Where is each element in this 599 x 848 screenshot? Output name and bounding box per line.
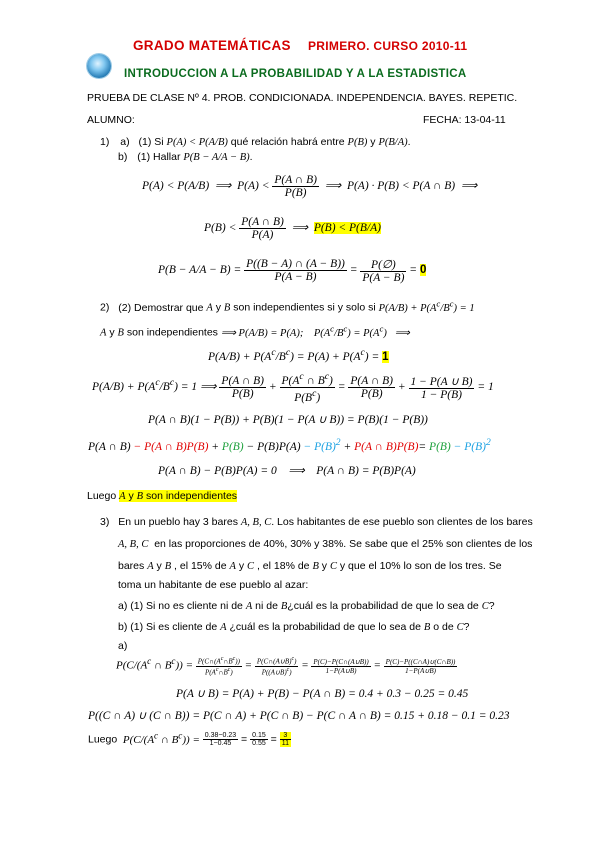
q1-answer: P(B) < P(B/A) bbox=[313, 222, 381, 235]
university-logo-icon bbox=[87, 54, 111, 78]
q1-derivation-1: P(A) < P(A/B) ⟹ P(A) < $\frac{P(A \cap B)}{P(B)}$ ⟹ P(A) · P(B) < P(A ∩ B) ⟹ bbox=[142, 174, 478, 199]
q2-line-5: P(A ∩ B) − P(A ∩ $B)P(B) + P(B) - P(B)P(A) - P(B)^2 + P(A$ ∩ $B)P(B)= P(B) - P(B)^2$ bbox=[88, 437, 491, 453]
course-title: GRADO MATEMÁTICAS bbox=[133, 38, 291, 53]
q3-formula-3: P((C ∩ A) ∪ (C ∩ B)) = P(C ∩ A) + P(C ∩ B) − P(C ∩ A ∩ B) = 0.15 + 0.18 − 0.1 = 0.23 bbox=[88, 710, 510, 722]
q2-line-4: P(A ∩ B)(1 − P(B)) + P(B)(1 − P(A ∪ B)) = P(B)(1 − P(B)) bbox=[148, 414, 428, 426]
answer-3a-label: a) bbox=[118, 640, 128, 652]
question-1: 1) a) (1) Si P(A) < P(A/B) qué relación habrá entre P(B) y P(B/A). bbox=[100, 136, 411, 148]
test-description: PRUEBA DE CLASE Nº 4. PROB. CONDICIONADA. INDEPENDENCIA. BAYES. REPETIC. bbox=[87, 92, 518, 104]
q2-conclusion: Luego A y B son independientes bbox=[87, 490, 238, 502]
question-1b: b) (1) Hallar P(B − A/A − B). bbox=[118, 151, 253, 163]
q2-line-2: $P(A/B) + P(A^c/B^c) = P(A) + P(A^c) = 1$ bbox=[208, 347, 389, 363]
q3-formula-1: $P(C/(A^c$ ∩ $B^c$)) = $\frac{P(C\cap(A^c\cap B^c))}{P(A^c\cap B^c)}$ = $\frac{P(C\cap(A\cup B)^c)}{P((A\cup B)^c)}$ = $\frac{P(C)-P(C\cap(A\cup B))}{1-P(A\cup B)}$ = $\frac{P(C)-P((C\cap A)\cup(C\cap B))}{1-P(A\cup B)}$ bbox=[116, 656, 456, 676]
question-3b: b) (1) Si es cliente de A ¿cuál es la probabilidad de que lo sea de B o de C? bbox=[118, 621, 470, 633]
question-3-line-4: toma un habitante de ese pueblo al azar: bbox=[118, 579, 309, 591]
q3-formula-2: P(A ∪ B) = P(A) + P(B) − P(A ∩ B) = 0.4 + 0.3 − 0.25 = 0.45 bbox=[176, 688, 469, 700]
q2-line-3: $P(A/B) + P(A^c/B^c) = 1$ ⟹ $\frac{P(A \cap B)}{P(B)}$ + $\frac{P(A^c \cap B^c)}{P(B^c)}$ = $\frac{P(A \cap B)}{P(B)}$ + $\frac{1 - P(A \cup B)}{1 - P(B)}$ = 1 bbox=[92, 371, 494, 404]
q3-result: Luego $P(C/(A^c$ ∩ $B^c$)) = $\frac{0.38-0.23}{1-0.45}$ = $\frac{0.15}{0.55}$ = $\frac{3}{11}$ bbox=[88, 730, 289, 748]
q2-line-1: A y B son independientes ⟹ P(A/B) = P(A); $P(A^c/B^c) = P(A^c)$ ⟹ bbox=[100, 323, 410, 339]
q1b-derivation: P(B − A/A − B) = $\frac{P((B - A) \cap (A - B))}{P(A - B)}$ = $\frac{P(\emptyset)}{P(A - B)}$ = 0 bbox=[158, 258, 427, 284]
course-year: PRIMERO. CURSO 2010-11 bbox=[308, 39, 468, 53]
question-2: 2) (2) Demostrar que A y B son independientes si y solo si $P(A/B) + P(A^c/B^c) = 1$ bbox=[100, 298, 475, 314]
q2-line-6: P(A ∩ B) − P(B)P(A) = 0 ⟹ P(A ∩ B) = P(B)P(A) bbox=[158, 465, 416, 477]
question-3-line-3: bares A y B , el 15% de A y C , el 18% de B y C y que el 10% lo son de los tres. Se bbox=[118, 560, 502, 572]
q1b-answer: 0 bbox=[419, 264, 427, 277]
question-3a: a) (1) Si no es cliente ni de A ni de B¿cuál es la probabilidad de que lo sea de C? bbox=[118, 600, 495, 612]
question-3: 3) En un pueblo hay 3 bares A, B, C. Los habitantes de ese pueblo son clientes de los bares bbox=[100, 516, 533, 528]
q1-derivation-2: P(B) < $\frac{P(A \cap B)}{P(A)}$ ⟹ P(B) < P(B/A) bbox=[204, 216, 381, 241]
question-3-line-2: A, B, C en las proporciones de 40%, 30% y 38%. Se sabe que el 25% son clientes de los bbox=[118, 538, 533, 550]
student-label: ALUMNO: bbox=[87, 114, 135, 126]
subject-title: INTRODUCCION A LA PROBABILIDAD Y A LA ESTADISTICA bbox=[124, 68, 467, 80]
date-label: FECHA: 13-04-11 bbox=[423, 114, 506, 126]
